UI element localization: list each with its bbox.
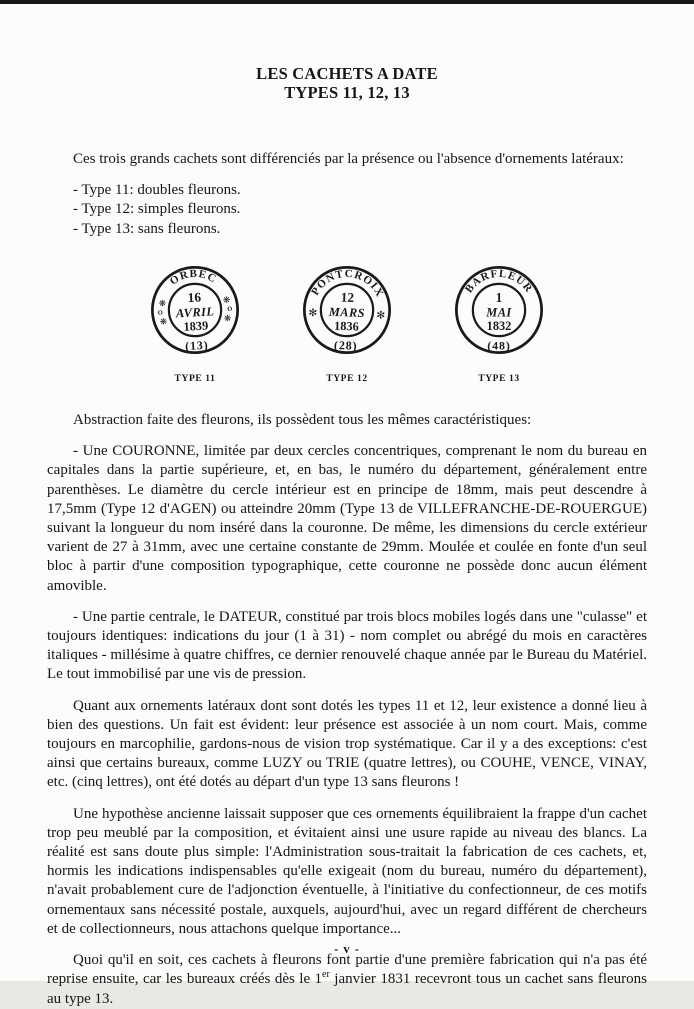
title-line-1: LES CACHETS A DATE: [256, 64, 438, 83]
scan-edge-artifact: [0, 0, 694, 4]
stamp-month: AVRIL: [175, 304, 215, 321]
postmark-stamp-icon: [137, 252, 253, 368]
stamp-type-label: TYPE 12: [326, 373, 368, 384]
conclusion-text-before: Quoi qu'il en soit, ces cachets à fleurons font partie d'une première fabrication qui n'a pas été reprise ensuite, car les bureaux créés dès le 1: [47, 952, 647, 988]
paragraph-ornements: Quant aux ornements latéraux dont sont dotés les types 11 et 12, leur existence a donné lieu à bien des questions. Un fait est évident: leur présence est associée à un nom court. Mais, comme toujours en marcophilie, gardons-nous de vision trop systématique. Car il y a des exceptions: c'est ainsi que certains bureaux, comme LUZY ou TRIE (quatre lettres), ou COUHE, VENCE, VINAY, etc. (cinq lettres), ont été dotés au départ d'un type 13 sans fleurons !: [47, 697, 647, 791]
stamp-dept: (28): [333, 337, 358, 353]
paragraph-dateur: - Une partie centrale, le DATEUR, constitué par trois blocs mobiles logés dans une "culasse" et toujours identiques: indications du jour (1 à 31) - nom complet ou abrégé du mois en caractères italiques - millésime à quatre chiffres, ce dernier renouvelé chaque année par le Bureau du Matériel. Le tout immobilisé par une vis de pression.: [47, 608, 647, 683]
title-line-2: TYPES 11, 12, 13: [284, 83, 410, 102]
stamp-year: 1839: [183, 318, 209, 334]
stamp-year: 1836: [333, 318, 360, 334]
list-item: - Type 12: simples fleurons.: [73, 201, 241, 218]
document-body: [47, 150, 647, 1009]
single-fleuron-icon: ✻: [376, 309, 386, 322]
list-item: - Type 11: doubles fleurons.: [73, 182, 241, 199]
paragraph-couronne: - Une COURONNE, limitée par deux cercles concentriques, comprenant le nom du bureau en capitales dans la partie supérieure, et, en bas, le numéro du département, généralement entre parenthèses. Le diamètre du cercle intérieur est en principe de 18mm, mais peut descendre à 17,5mm (Type 12 d'AGEN) ou atteindre 20mm (Type 13 de VILLEFRANCHE-DE-ROUERGUE) suivant la longueur du nom inséré dans la couronne. De même, les dimensions du cercle extérieur varient de 27 à 31mm, avec une certaine constante de 29mm. Moulée et coulée en fonte d'un seul bloc à partir d'une composition typographique, cette couronne ne possède donc aucun élément amovible.: [47, 443, 647, 594]
double-fleuron-icon: ❋: [222, 295, 231, 306]
conclusion-text-after: janvier 1831 recevront tous un cachet sans fleurons au type 13.: [47, 971, 647, 1007]
stamp-day: 12: [340, 289, 355, 305]
page-number: - v -: [334, 942, 360, 956]
stamp-day: 16: [187, 289, 202, 305]
postmark-figure-type11: [131, 255, 259, 389]
paragraph-abstraction: Abstraction faite des fleurons, ils possèdent tous les mêmes caractéristiques:: [73, 412, 532, 429]
single-fleuron-icon: ✻: [308, 306, 318, 320]
page-title: [0, 0, 694, 102]
double-fleuron-icon: ❋: [159, 317, 168, 328]
ring-icon: O: [227, 305, 233, 313]
ring-icon: O: [157, 309, 163, 317]
ordinal-superscript: er: [322, 969, 330, 981]
stamp-year: 1832: [486, 318, 512, 333]
list-item: - Type 13: sans fleurons.: [73, 220, 221, 237]
stamp-day: 1: [495, 289, 503, 305]
paragraph-conclusion: [47, 951, 647, 1009]
postmark-stamp-icon: [444, 255, 554, 365]
stamp-month: MARS: [328, 304, 366, 320]
postmark-stamp-icon: [290, 253, 404, 367]
stamp-dept: (48): [487, 338, 511, 353]
stamp-dept: (13): [184, 337, 209, 353]
stamp-type-label: TYPE 11: [174, 373, 216, 384]
postmark-figure-type13: [435, 255, 563, 389]
postmark-figures-row: [47, 255, 647, 389]
double-fleuron-icon: ❋: [223, 313, 232, 325]
stamp-town: PONTCROIX: [309, 267, 386, 300]
intro-paragraph: Ces trois grands cachets sont différenciés par la présence ou l'absence d'ornements latéraux:: [73, 151, 624, 167]
double-fleuron-icon: ❋: [158, 298, 167, 310]
stamp-type-label: TYPE 13: [478, 373, 520, 384]
type-list: [73, 181, 647, 239]
paragraph-hypothese: Une hypothèse ancienne laissait supposer que ces ornements équilibraient la frappe d'un cachet trop peu meublé par la composition, et évitaient ainsi une usure rapide au niveau des blancs. La réalité est sans doute plus simple: l'Administration sous-traitait la fabrication de ces cachets, et, hormis les indications indispensables qu'elle exigeait (nom du bureau, numéro du département), n'avait probablement cure de l'adjonction éventuelle, à l'initiative du confectionneur, de ces motifs ornementaux sans nécessité postale, auxquels, aujourd'hui, avec un regard différent de chercheurs et de collectionneurs, nous attachons quelque importance...: [47, 805, 647, 937]
stamp-town: BARFLEUR: [462, 267, 536, 296]
stamp-month: MAI: [486, 305, 512, 320]
postmark-figure-type12: [283, 255, 411, 389]
stamp-town: ORBEC: [167, 267, 219, 288]
